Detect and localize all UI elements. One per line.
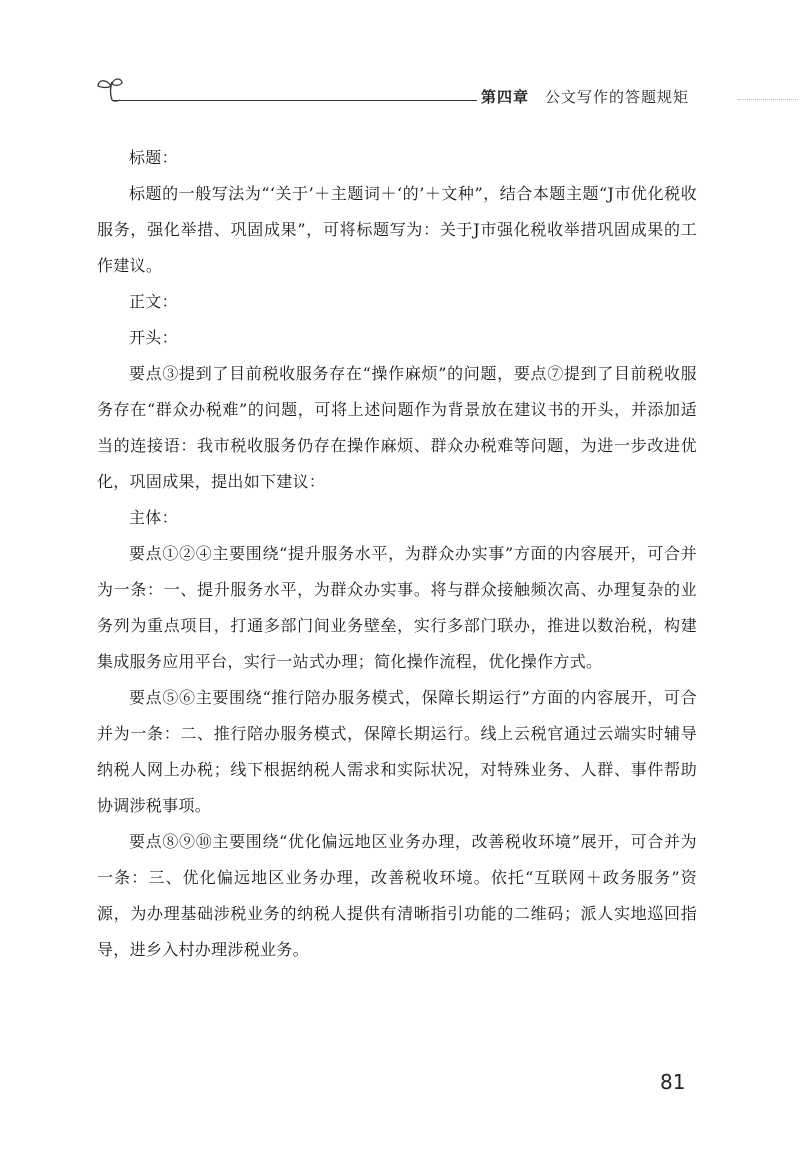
- paragraph-point-one: 要点①②④主要围绕“提升服务水平，为群众办实事”方面的内容展开，可合并为一条：一、提升服务水平，为群众办实事。将与群众接触频次高、办理复杂的业务列为重点项目，打通多部门间业务壁垒，实行多部门联办，推进以数治税，构建集成服务应用平台，实行一站式办理；简化操作流程，优化操作方式。: [97, 544, 697, 671]
- heading-body-label: 正文：: [129, 292, 178, 311]
- heading-opening-label: 开头：: [129, 328, 178, 347]
- paragraph-point-three: 要点⑧⑨⑩主要围绕“优化偏远地区业务办理，改善税收环境”展开，可合并为一条：三、优化偏远地区业务办理，改善税收环境。依托“互联网＋政务服务”资源，为办理基础涉税业务的纳税人提供有清晰指引功能的二维码；派人实地巡回指导，进乡入村办理涉税业务。: [97, 832, 697, 959]
- sprout-icon: [92, 74, 126, 108]
- paragraph-point-two: 要点⑤⑥主要围绕“推行陪办服务模式，保障长期运行”方面的内容展开，可合并为一条：二、推行陪办服务模式，保障长期运行。线上云税官通过云端实时辅导纳税人网上办税；线下根据纳税人需求和实际状况，对特殊业务、人群、事件帮助协调涉税事项。: [97, 688, 697, 815]
- chapter-label: 第四章: [481, 88, 530, 106]
- paragraph-title-method: 标题的一般写法为“‘关于’＋主题词＋‘的’＋文种”，结合本题主题“J市优化税收服务，强化举措、巩固成果”，可将标题写为：关于J市强化税收举措巩固成果的工作建议。: [97, 184, 697, 275]
- paragraph-opening: 要点③提到了目前税收服务存在“操作麻烦”的问题，要点⑦提到了目前税收服务存在“群众办税难”的问题，可将上述问题作为背景放在建议书的开头，并添加适当的连接语：我市税收服务仍存在操作麻烦、群众办税难等问题，为进一步改进优化，巩固成果，提出如下建议：: [97, 364, 697, 491]
- header-rule: [112, 100, 477, 101]
- heading-title-label: 标题：: [129, 148, 178, 167]
- page-header: [0, 0, 800, 120]
- body-text: [97, 140, 697, 968]
- chapter-title: 公文写作的答题规矩: [545, 88, 690, 106]
- page-number: 81: [660, 1070, 686, 1094]
- heading-main-label: 主体：: [129, 508, 178, 527]
- running-header: [481, 86, 689, 107]
- header-dots: [738, 99, 798, 100]
